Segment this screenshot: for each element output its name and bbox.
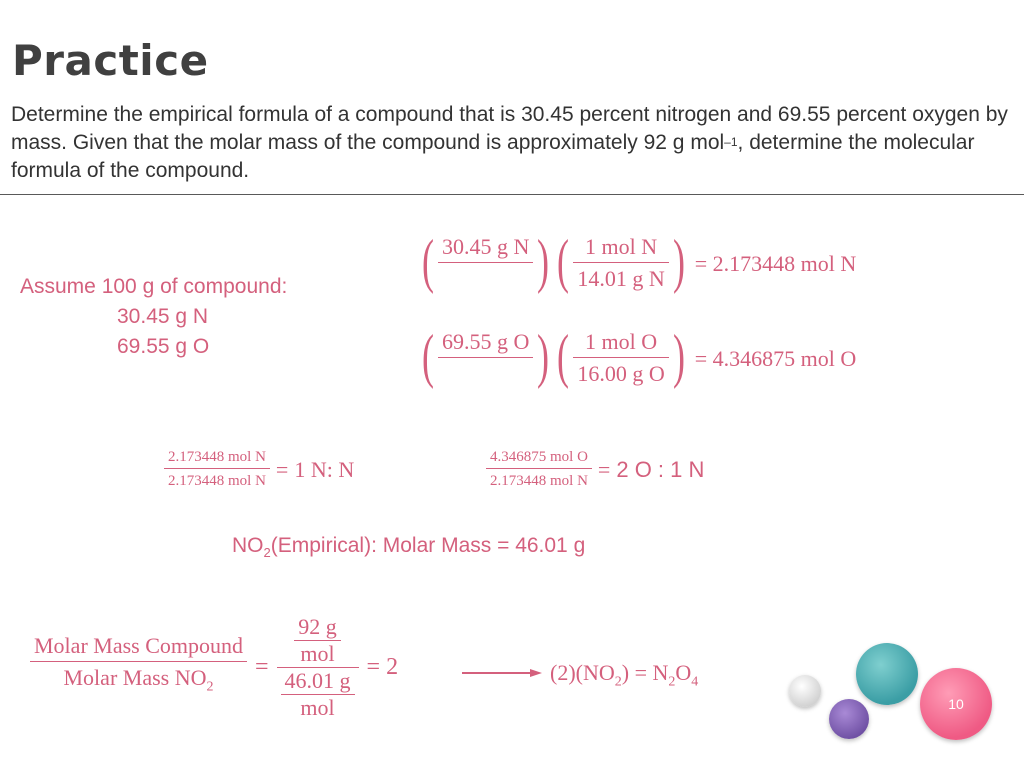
denominator-subscript: 2	[206, 679, 214, 695]
result-part: ) = N	[621, 660, 669, 685]
result-part: (2)(NO	[550, 660, 615, 685]
assumption-line: Assume 100 g of compound:	[20, 275, 288, 298]
fraction-denominator	[60, 662, 218, 703]
fraction-denominator	[479, 358, 493, 390]
equals-sign: =	[255, 654, 269, 680]
denominator-fraction	[281, 668, 355, 721]
slide-title: Practice	[12, 36, 209, 85]
fraction-numerator: 46.01 g	[284, 668, 351, 693]
molecular-formula-result	[550, 660, 698, 690]
gray-circle-decoration	[789, 675, 821, 707]
equals-sign: =	[275, 456, 289, 482]
left-paren: (	[557, 322, 570, 389]
fraction-denominator: mol	[300, 695, 335, 720]
fraction-numerator: 92 g	[298, 614, 337, 639]
conversion-result: = 2.173448 mol N	[694, 250, 857, 276]
molar-mass-fraction	[573, 327, 668, 390]
right-paren: )	[672, 227, 685, 294]
numerator-fraction	[294, 614, 341, 667]
fraction-numerator: 4.346875 mol O	[490, 449, 588, 465]
oxygen-mass: 69.55 g O	[117, 335, 210, 358]
right-paren: )	[537, 322, 550, 389]
problem-statement	[11, 101, 1016, 185]
left-paren: (	[557, 227, 570, 294]
problem-text-end: , determine the molecular formula of the compound.	[11, 131, 975, 182]
molar-mass-ratio	[30, 631, 247, 703]
right-paren: )	[537, 227, 550, 294]
nitrogen-conversion	[418, 227, 857, 295]
page-number: 10	[948, 696, 964, 712]
fraction-numerator: 69.55 g O	[441, 329, 530, 354]
fraction-denominator: 16.00 g O	[577, 361, 665, 386]
result-part: O	[675, 660, 692, 685]
nitrogen-mass: 30.45 g N	[117, 305, 209, 328]
title-divider	[0, 194, 1024, 195]
oxygen-ratio	[486, 446, 704, 493]
fraction-numerator: 30.45 g N	[441, 234, 530, 259]
ratio-result: 2 O : 1 N	[616, 456, 705, 482]
teal-circle-decoration	[856, 643, 918, 705]
fraction-numerator: Molar Mass Compound	[34, 633, 243, 659]
fraction-denominator: 2.173448 mol N	[490, 473, 588, 489]
result-subscript: 2	[614, 674, 622, 690]
equals-sign: =	[597, 456, 611, 482]
fraction-numerator: 1 mol O	[584, 329, 658, 354]
empirical-formula: NO	[232, 534, 264, 557]
assumption-block	[20, 272, 287, 362]
result-subscript: 2	[668, 674, 676, 690]
empirical-subscript: 2	[263, 545, 271, 561]
ratio-fraction	[486, 446, 592, 493]
empirical-formula-line	[232, 534, 585, 560]
problem-exponent: –1	[724, 135, 738, 149]
fraction-denominator	[479, 263, 493, 295]
oxygen-conversion	[418, 322, 857, 390]
equals-result: = 2	[366, 654, 399, 680]
result-subscript: 4	[691, 674, 699, 690]
fraction-numerator	[290, 614, 345, 667]
fraction-numerator: 1 mol N	[584, 234, 658, 259]
empirical-molar-mass: (Empirical): Molar Mass = 46.01 g	[270, 534, 586, 557]
fraction-denominator	[277, 668, 359, 721]
right-arrow-icon	[462, 669, 542, 677]
problem-text-start: Determine the empirical formula of a compound that is 30.45 percent nitrogen and 69.55 percent oxygen by mass. Given that the molar mass of the compound is approximately 92 g mol	[11, 103, 1008, 154]
ratio-fraction	[164, 446, 270, 493]
purple-circle-decoration	[829, 699, 869, 739]
molecular-calculation	[30, 614, 406, 721]
molar-mass-fraction	[573, 232, 668, 295]
fraction-numerator: 2.173448 mol N	[168, 449, 266, 465]
mass-fraction	[438, 232, 533, 295]
nitrogen-ratio	[164, 446, 354, 493]
ratio-result: 1 N: N	[294, 456, 355, 482]
fraction-denominator: mol	[300, 641, 335, 666]
fraction-denominator: 2.173448 mol N	[168, 473, 266, 489]
conversion-result: = 4.346875 mol O	[694, 345, 857, 371]
right-paren: )	[672, 322, 685, 389]
left-paren: (	[421, 322, 434, 389]
nested-fraction	[277, 614, 359, 721]
denominator-text: Molar Mass NO	[63, 665, 207, 691]
mass-fraction	[438, 327, 533, 390]
left-paren: (	[421, 227, 434, 294]
fraction-denominator: 14.01 g N	[577, 266, 665, 291]
